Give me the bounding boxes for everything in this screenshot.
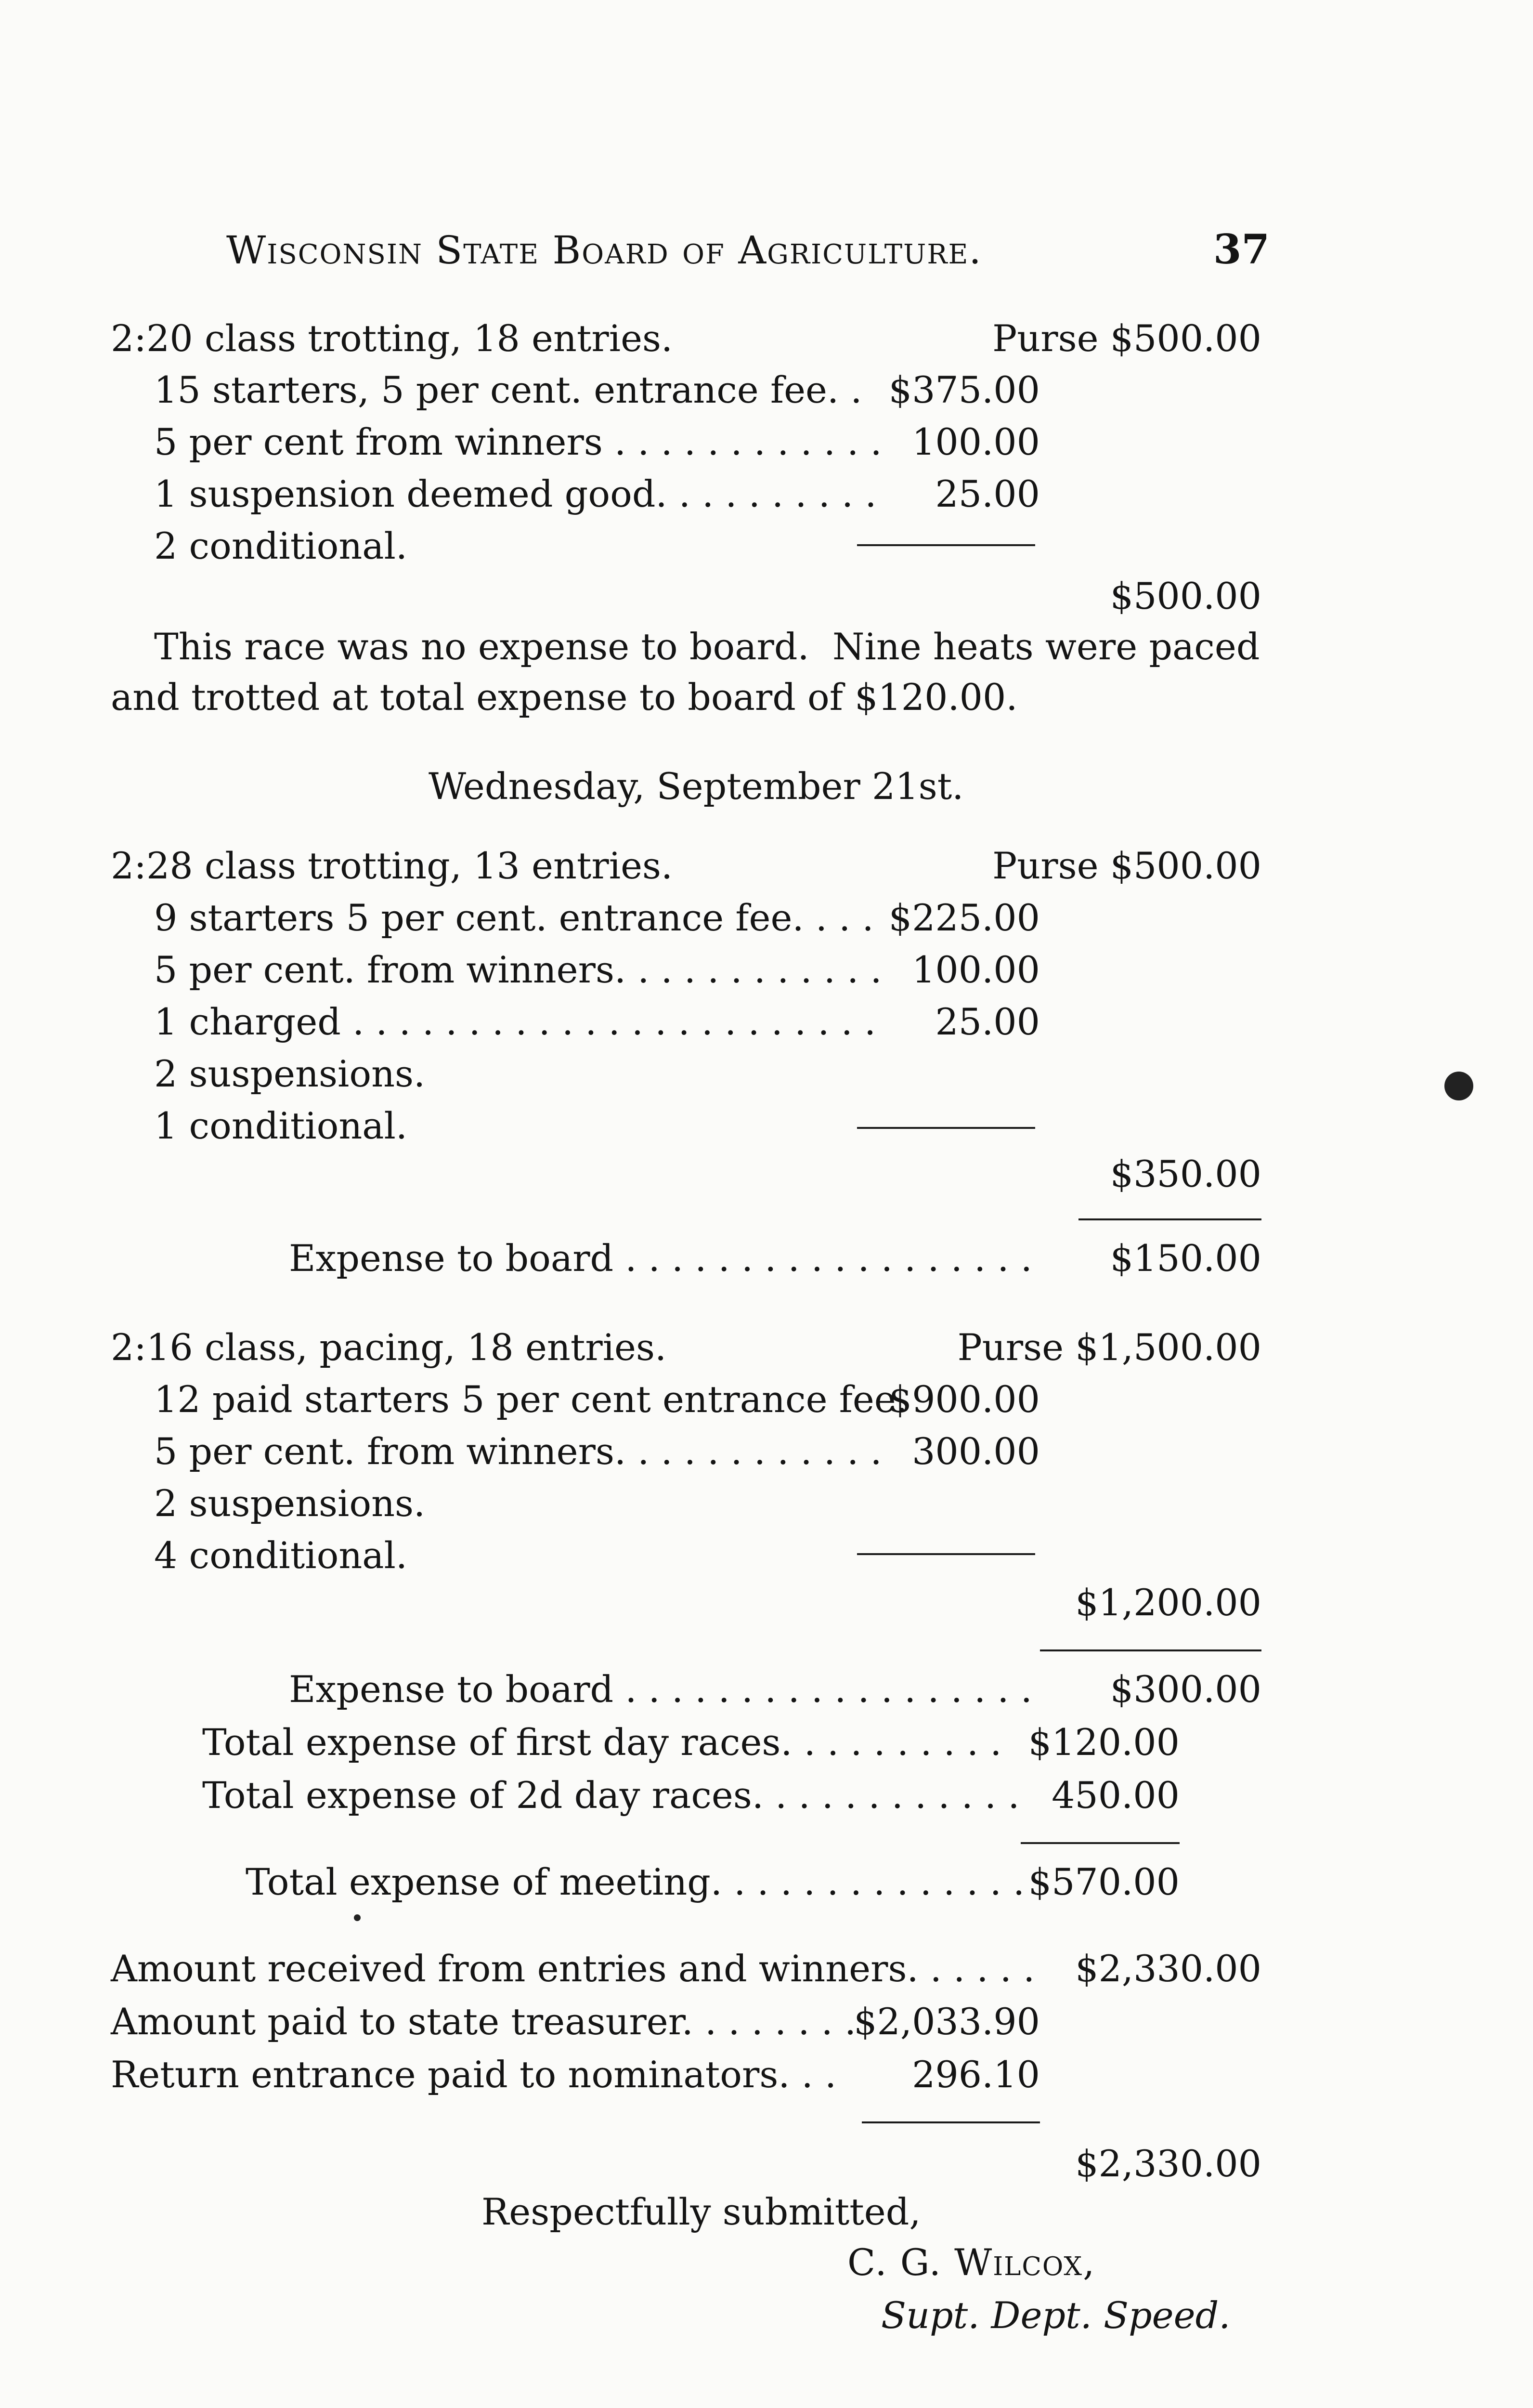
- race3-expense-amount: $300.00: [1110, 1668, 1261, 1711]
- race3-row-amount: $900.00: [888, 1378, 1040, 1421]
- meeting-expense-label: Total expense of meeting. . . . . . . . . . . . . .: [246, 1860, 1025, 1903]
- race3-row-label: 2 suspensions.: [154, 1482, 426, 1525]
- race1-row-label: 5 per cent from winners . . . . . . . . . . . .: [154, 420, 882, 463]
- race2-row-label: 1 charged . . . . . . . . . . . . . . . . . . . . . . .: [154, 1000, 876, 1043]
- sum-rule: [857, 1553, 1035, 1555]
- race1-note-line2: and trotted at total expense to board of $120.00.: [111, 676, 1018, 719]
- race2-row-label: 5 per cent. from winners. . . . . . . . . . . .: [154, 948, 882, 991]
- race2-row-amount: $225.00: [888, 896, 1040, 939]
- second-day-expense-label: Total expense of 2d day races. . . . . . . . . . . .: [202, 1774, 1020, 1817]
- race2-purse: Purse $500.00: [992, 844, 1261, 887]
- race1-heading: 2:20 class trotting, 18 entries.: [111, 317, 673, 360]
- signatory-title: Supt. Dept. Speed.: [881, 2294, 1231, 2337]
- amount-received-value: $2,330.00: [1075, 1947, 1261, 1990]
- race2-total: $350.00: [1110, 1152, 1261, 1195]
- second-day-expense-amount: 450.00: [1052, 1774, 1180, 1817]
- amount-received-label: Amount received from entries and winners. . . . . .: [111, 1947, 1035, 1990]
- accounts-total: $2,330.00: [1075, 2142, 1261, 2185]
- race1-row-amount: $375.00: [888, 368, 1040, 411]
- sum-rule: [862, 2121, 1040, 2123]
- race2-expense-label: Expense to board . . . . . . . . . . . . . . . . . .: [289, 1237, 1032, 1280]
- sum-rule: [1021, 1842, 1180, 1844]
- race2-row-label: 9 starters 5 per cent. entrance fee. . . .: [154, 896, 874, 939]
- race1-row-amount: 100.00: [912, 420, 1040, 463]
- race3-heading: 2:16 class, pacing, 18 entries.: [111, 1326, 667, 1369]
- first-day-expense-label: Total expense of first day races. . . . . . . . . .: [202, 1721, 1002, 1764]
- nominators-value: 296.10: [912, 2053, 1040, 2096]
- race1-row-label: 1 suspension deemed good. . . . . . . . . .: [154, 472, 877, 515]
- sum-rule: [857, 544, 1035, 546]
- sum-rule: [1078, 1218, 1261, 1220]
- race2-expense-amount: $150.00: [1110, 1237, 1261, 1280]
- day-heading: Wednesday, September 21st.: [429, 765, 964, 808]
- race3-total: $1,200.00: [1075, 1581, 1261, 1624]
- closing-line: Respectfully submitted,: [481, 2190, 921, 2233]
- race1-purse: Purse $500.00: [992, 317, 1261, 360]
- race1-total: $500.00: [1110, 575, 1261, 617]
- running-header-title: Wisconsin State Board of Agriculture.: [226, 228, 982, 273]
- meeting-expense-amount: $570.00: [1028, 1860, 1180, 1903]
- race3-row-label: 4 conditional.: [154, 1534, 408, 1577]
- page-number: 37: [1213, 225, 1270, 273]
- race2-heading: 2:28 class trotting, 13 entries.: [111, 844, 673, 887]
- race1-row-label: 15 starters, 5 per cent. entrance fee. .: [154, 368, 862, 411]
- race1-row-label: 2 conditional.: [154, 524, 408, 567]
- race3-row-amount: 300.00: [912, 1430, 1040, 1473]
- first-day-expense-amount: $120.00: [1028, 1721, 1180, 1764]
- race1-note-line1: This race was no expense to board. Nine heats were paced: [154, 625, 1260, 668]
- race2-row-amount: 25.00: [935, 1000, 1040, 1043]
- race2-row-label: 1 conditional.: [154, 1104, 408, 1147]
- state-treasurer-value: $2,033.90: [854, 2000, 1040, 2043]
- race3-row-label: 5 per cent. from winners. . . . . . . . . . . .: [154, 1430, 882, 1473]
- state-treasurer-label: Amount paid to state treasurer. . . . . . . .: [111, 2000, 857, 2043]
- signatory-name: C. G. Wilcox,: [847, 2241, 1096, 2284]
- race3-row-label: 12 paid starters 5 per cent entrance fee.: [154, 1378, 908, 1421]
- race1-row-amount: 25.00: [935, 472, 1040, 515]
- race3-expense-label: Expense to board . . . . . . . . . . . . . . . . . .: [289, 1668, 1032, 1711]
- ink-speck: [1444, 1072, 1473, 1100]
- race2-row-amount: 100.00: [912, 948, 1040, 991]
- sum-rule: [1040, 1649, 1261, 1651]
- race3-purse: Purse $1,500.00: [957, 1326, 1261, 1369]
- race2-row-label: 2 suspensions.: [154, 1052, 426, 1095]
- nominators-label: Return entrance paid to nominators. . .: [111, 2053, 837, 2096]
- ink-speck: [354, 1914, 361, 1921]
- sum-rule: [857, 1127, 1035, 1129]
